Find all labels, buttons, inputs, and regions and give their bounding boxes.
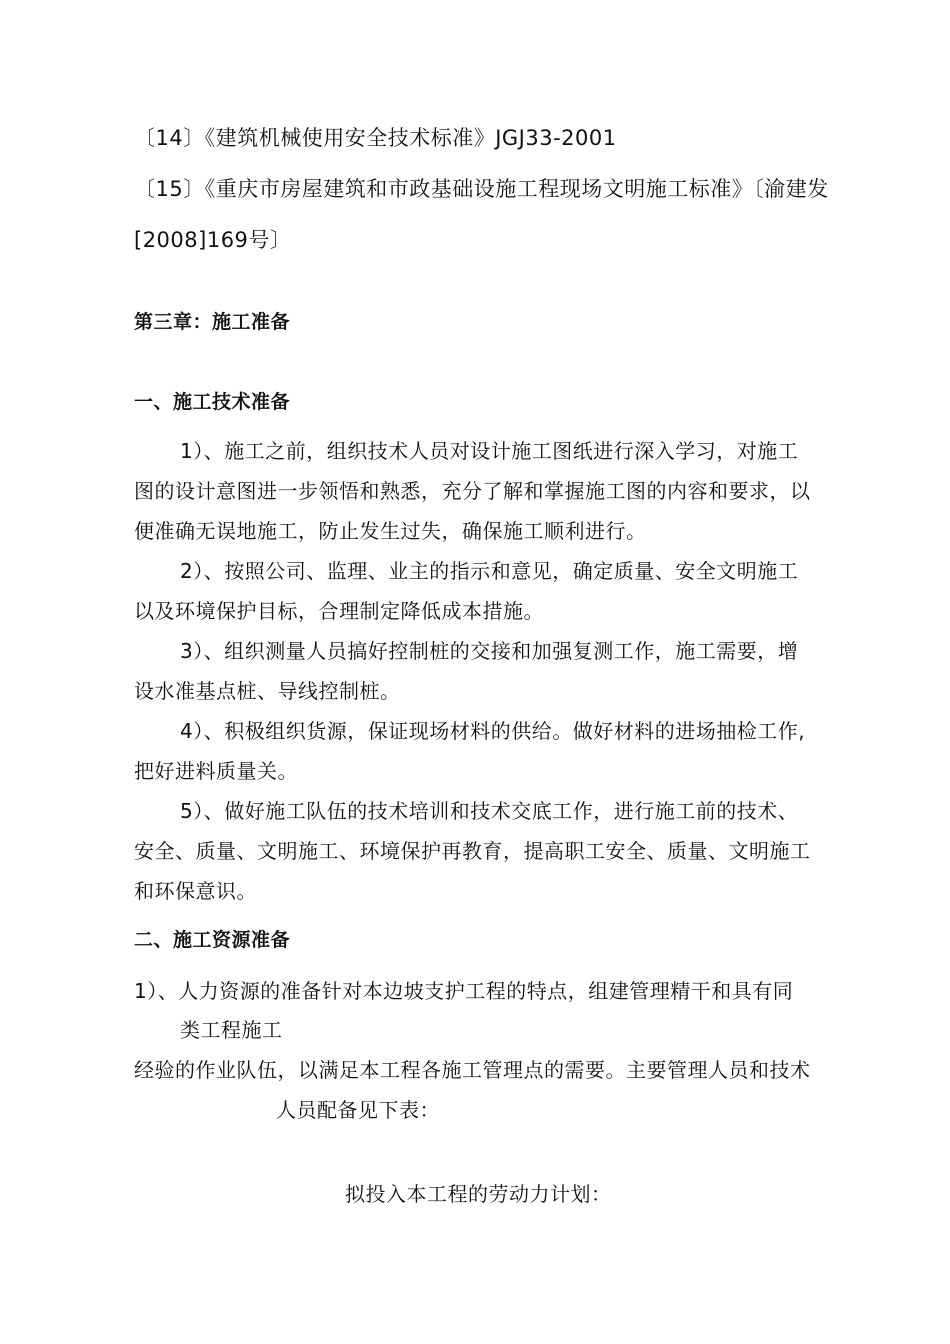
paragraph-line: 把好进料质量关。 bbox=[134, 759, 298, 783]
paragraph-line: 人员配备见下表： bbox=[276, 1098, 440, 1122]
paragraph-line: 以及环境保护目标，合理制定降低成本措施。 bbox=[134, 599, 544, 623]
paragraph-line: 1）、人力资源的准备针对本边坡支护工程的特点，组建管理精干和具有同 bbox=[134, 979, 794, 1003]
paragraph-line: 类工程施工 bbox=[180, 1018, 283, 1042]
paragraph-line: 和环保意识。 bbox=[134, 879, 257, 903]
paragraph-line: 便准确无误地施工，防止发生过失，确保施工顺利进行。 bbox=[134, 519, 647, 543]
paragraph-line: 设水准基点桩、导线控制桩。 bbox=[134, 679, 401, 703]
paragraph-line: 5）、做好施工队伍的技术培训和技术交底工作，进行施工前的技术、 bbox=[180, 799, 799, 823]
reference-item-15: 〔15〕《重庆市房屋建筑和市政基础设施工程现场文明施工标准》〔渝建发 bbox=[134, 177, 829, 201]
section-heading-resources: 二、施工资源准备 bbox=[134, 929, 291, 951]
paragraph-line: 图的设计意图进一步领悟和熟悉，充分了解和掌握施工图的内容和要求，以 bbox=[134, 479, 811, 503]
reference-item-15-continued: [2008]169号〕 bbox=[134, 228, 292, 252]
chapter-title: 第三章：施工准备 bbox=[134, 311, 291, 333]
paragraph-line: 1）、施工之前，组织技术人员对设计施工图纸进行深入学习，对施工 bbox=[180, 439, 799, 463]
paragraph-line: 3）、组织测量人员搞好控制桩的交接和加强复测工作，施工需要，增 bbox=[180, 639, 799, 663]
paragraph-line: 4）、积极组织货源，保证现场材料的供给。做好材料的进场抽检工作, bbox=[180, 719, 806, 743]
paragraph-line: 经验的作业队伍，以满足本工程各施工管理点的需要。主要管理人员和技术 bbox=[134, 1058, 811, 1082]
reference-item-14: 〔14〕《建筑机械使用安全技术标准》JGJ33-2001 bbox=[134, 126, 617, 150]
paragraph-line: 安全、质量、文明施工、环境保护再教育，提高职工安全、质量、文明施工 bbox=[134, 839, 811, 863]
paragraph-line: 2）、按照公司、监理、业主的指示和意见，确定质量、安全文明施工 bbox=[180, 559, 799, 583]
section-heading-technical: 一、施工技术准备 bbox=[134, 391, 291, 413]
table-caption: 拟投入本工程的劳动力计划： bbox=[345, 1182, 612, 1206]
